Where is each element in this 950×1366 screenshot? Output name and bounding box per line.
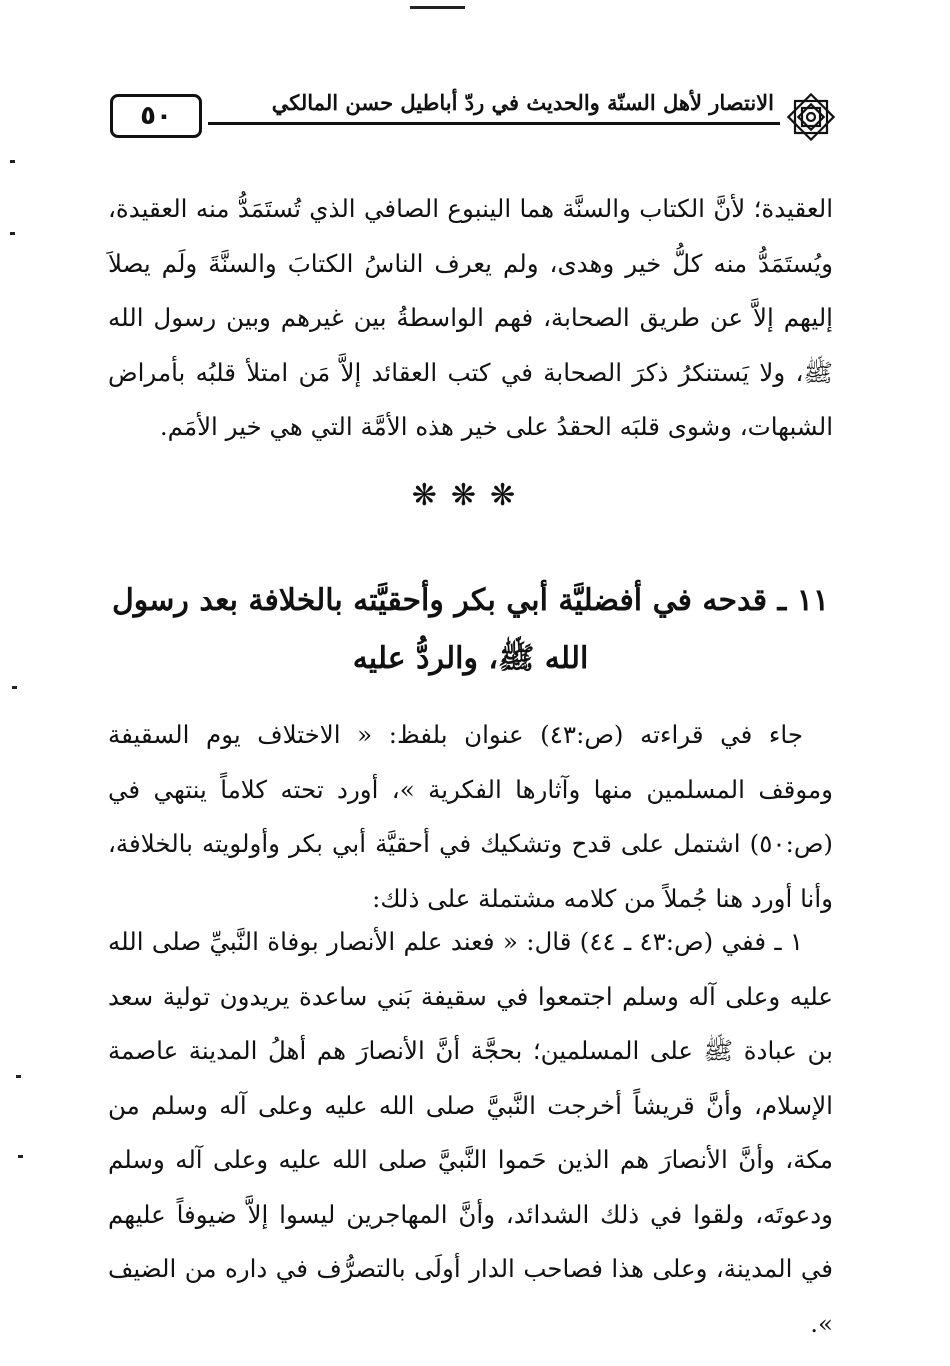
paragraph-introduction: جاء في قراءته (ص:٤٣) عنوان بلفظ: « الاختلاف يوم السقيفة وموقف المسلمين منها وآثارها الفكرية »، أورد تحته كلاماً ينتهي في (ص:٥٠) اشتمل على قدح وتشكيك في أحقيَّة أبي بكر وأولويته بالخلافة، وأنا أورد هنا جُملاً من كلامه مشتملة على ذلك: <box>108 720 833 913</box>
page-header <box>110 88 840 150</box>
section-separator: ❋❋❋ <box>411 478 530 513</box>
section-heading: ١١ ـ قدحه في أفضليَّة أبي بكر وأحقيَّته بالخلافة بعد رسول الله ﷺ، والردُّ عليه <box>112 583 829 676</box>
paragraph-aqeedah: العقيدة؛ لأنَّ الكتاب والسنَّة هما الينبوع الصافي الذي تُستَمَدُّ منه العقيدة، ويُستَمَدُّ منه كلُّ خير وهدى، ولم يعرف الناسُ الكتابَ والسنَّةَ ولَم يصلاَ إليهم إلاَّ عن طريق الصحابة، فهم الواسطةُ بين غيرهم وبين رسول الله ﷺ، ولا يَستنكرُ ذكرَ الصحابة في كتب العقائد إلاَّ مَن امتلأ قلبُه بأمراض الشبهات، وشوى قلبَه الحقدُ على خير هذه الأمَّة التي هي خير الأمَم. <box>108 194 833 441</box>
margin-scan-dot <box>10 160 15 163</box>
margin-scan-dot <box>10 232 15 235</box>
margin-scan-dot <box>12 686 17 689</box>
margin-scan-dot <box>18 1155 23 1158</box>
page-number: ٥٠ <box>110 94 202 138</box>
top-scan-mark <box>410 6 465 9</box>
margin-scan-dot <box>16 1075 21 1078</box>
paragraph-quote-one: ١ ـ ففي (ص:٤٣ ـ ٤٤) قال: « فعند علم الأنصار بوفاة النَّبيِّ صلى الله عليه وعلى آله وسلم اجتمعوا في سقيفة بَني ساعدة يريدون تولية سعد بن عبادة ﷺ على المسلمين؛ بحجَّة أنَّ الأنصارَ هم أهلُ المدينة عاصمة الإسلام، وأنَّ قريشاً أخرجت النَّبيَّ صلى الله عليه وعلى آله وسلم من مكة، وأنَّ الأنصارَ هم الذين حَموا النَّبيَّ صلى الله عليه وعلى آله وسلم ودعوتَه، ولقوا في ذلك الشدائد، وأنَّ المهاجرين ليسوا إلاَّ ضيوفاً عليهم في المدينة، وعلى هذا فصاحب الدار أولَى بالتصرُّف في داره من الضيف ». <box>108 927 833 1338</box>
header-rule <box>208 122 780 125</box>
running-title: الانتصار لأهل السنّة والحديث في ردّ أباطيل حسن المالكي <box>268 90 778 115</box>
eight-point-star-ornament-icon <box>782 88 840 146</box>
